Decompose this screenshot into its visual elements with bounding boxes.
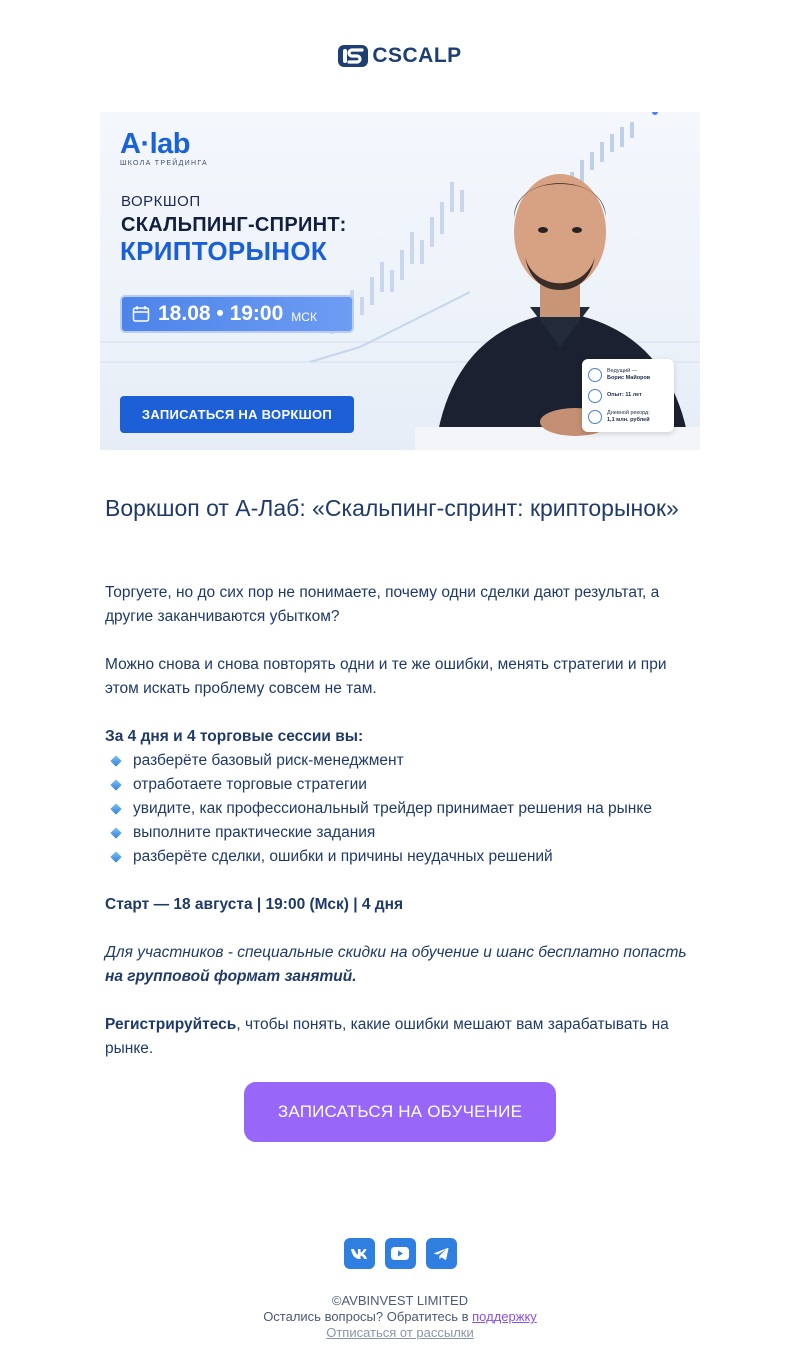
alab-logo-title: A·lab xyxy=(120,128,190,160)
register-text: , чтобы понять, какие ошибки мешают вам зарабатывать на рынке. xyxy=(105,1016,669,1057)
discount-bold: на групповой формат занятий. xyxy=(105,968,357,985)
list-item-text: разберёте сделки, ошибки и причины неудачных решений xyxy=(133,848,553,865)
article-headline: Воркшоп от А-Лаб: «Скальпинг-спринт: крипторынок» xyxy=(105,495,679,521)
blue-diamond-icon xyxy=(110,827,121,838)
list-item xyxy=(105,821,695,845)
blue-diamond-icon xyxy=(110,851,121,862)
list-item-text: отработаете торговые стратегии xyxy=(133,776,367,793)
discount-text: Для участников - специальные скидки на обучение и шанс бесплатно попасть xyxy=(105,944,687,961)
trophy-icon xyxy=(588,410,602,424)
youtube-icon[interactable] xyxy=(385,1238,416,1269)
footer-copyright: ©AVBINVEST LIMITED xyxy=(331,1293,469,1308)
logo-text: CSCALP xyxy=(372,44,462,67)
list-item xyxy=(105,797,695,821)
register-bold: Регистрируйтесь xyxy=(105,1016,237,1033)
banner-date: 18.08 • 19:00 xyxy=(158,302,284,325)
banner-date-badge xyxy=(120,295,354,333)
blue-diamond-icon xyxy=(110,779,121,790)
alab-logo xyxy=(120,129,208,167)
workshop-banner[interactable] xyxy=(100,112,700,450)
card-record-value: 1,1 млн. рублей xyxy=(607,416,650,423)
cscalp-logo-icon xyxy=(338,45,368,67)
banner-title-line1: СКАЛЬПИНГ-СПРИНТ: xyxy=(121,214,347,236)
user-icon xyxy=(588,368,602,382)
blue-diamond-icon xyxy=(110,803,121,814)
telegram-icon[interactable] xyxy=(426,1238,457,1269)
discount-paragraph xyxy=(105,941,695,989)
social-links xyxy=(0,1238,800,1269)
list-item xyxy=(105,773,695,797)
article-paragraph-1: Торгуете, но до сих пор не понимаете, почему одни сделки дают результат, а другие заканчиваются убытком? xyxy=(105,584,660,625)
list-item-text: увидите, как профессиональный трейдер принимает решения на рынке xyxy=(133,800,652,817)
register-paragraph xyxy=(105,1013,695,1061)
brand-logo[interactable] xyxy=(0,44,800,68)
register-course-button[interactable]: ЗАПИСАТЬСЯ НА ОБУЧЕНИЕ xyxy=(244,1082,556,1142)
banner-register-button[interactable]: ЗАПИСАТЬСЯ НА ВОРКШОП xyxy=(120,396,354,433)
banner-title-line2: КРИПТОРЫНОК xyxy=(120,236,328,266)
calendar-icon xyxy=(132,305,150,323)
list-item-text: разберёте базовый риск-менеджмент xyxy=(133,752,404,769)
article-content xyxy=(105,490,695,1057)
presenter-info-card xyxy=(582,359,674,432)
card-host-label: Ведущий — xyxy=(607,368,638,374)
banner-kicker: ВОРКШОП xyxy=(121,193,201,210)
card-record-label: Дневной рекорд: xyxy=(607,410,650,416)
list-item xyxy=(105,749,695,773)
list-intro: За 4 дня и 4 торговые сессии вы: xyxy=(105,728,364,745)
footer-question-text: Остались вопросы? Обратитесь в xyxy=(263,1309,473,1324)
list-item xyxy=(105,845,695,869)
article-paragraph-2: Можно снова и снова повторять одни и те же ошибки, менять стратегии и при этом искать проблему совсем не там. xyxy=(105,656,667,697)
start-date-line: Старт — 18 августа | 19:00 (Мск) | 4 дня xyxy=(105,896,404,913)
alab-logo-subtitle: ШКОЛА ТРЕЙДИНГА xyxy=(120,160,208,167)
benefits-list xyxy=(105,749,695,869)
card-host-name: Борис Майоров xyxy=(607,374,651,381)
vk-icon[interactable] xyxy=(344,1238,375,1269)
unsubscribe-link[interactable]: Отписаться от рассылки xyxy=(326,1325,474,1340)
card-experience: Опыт: 11 лет xyxy=(607,392,642,399)
banner-timezone: МСК xyxy=(291,310,317,324)
support-link[interactable]: поддержку xyxy=(472,1309,537,1324)
footer xyxy=(0,1293,800,1341)
chart-icon xyxy=(588,389,602,403)
blue-diamond-icon xyxy=(110,755,121,766)
list-item-text: выполните практические задания xyxy=(133,824,376,841)
footer-question xyxy=(0,1309,800,1325)
